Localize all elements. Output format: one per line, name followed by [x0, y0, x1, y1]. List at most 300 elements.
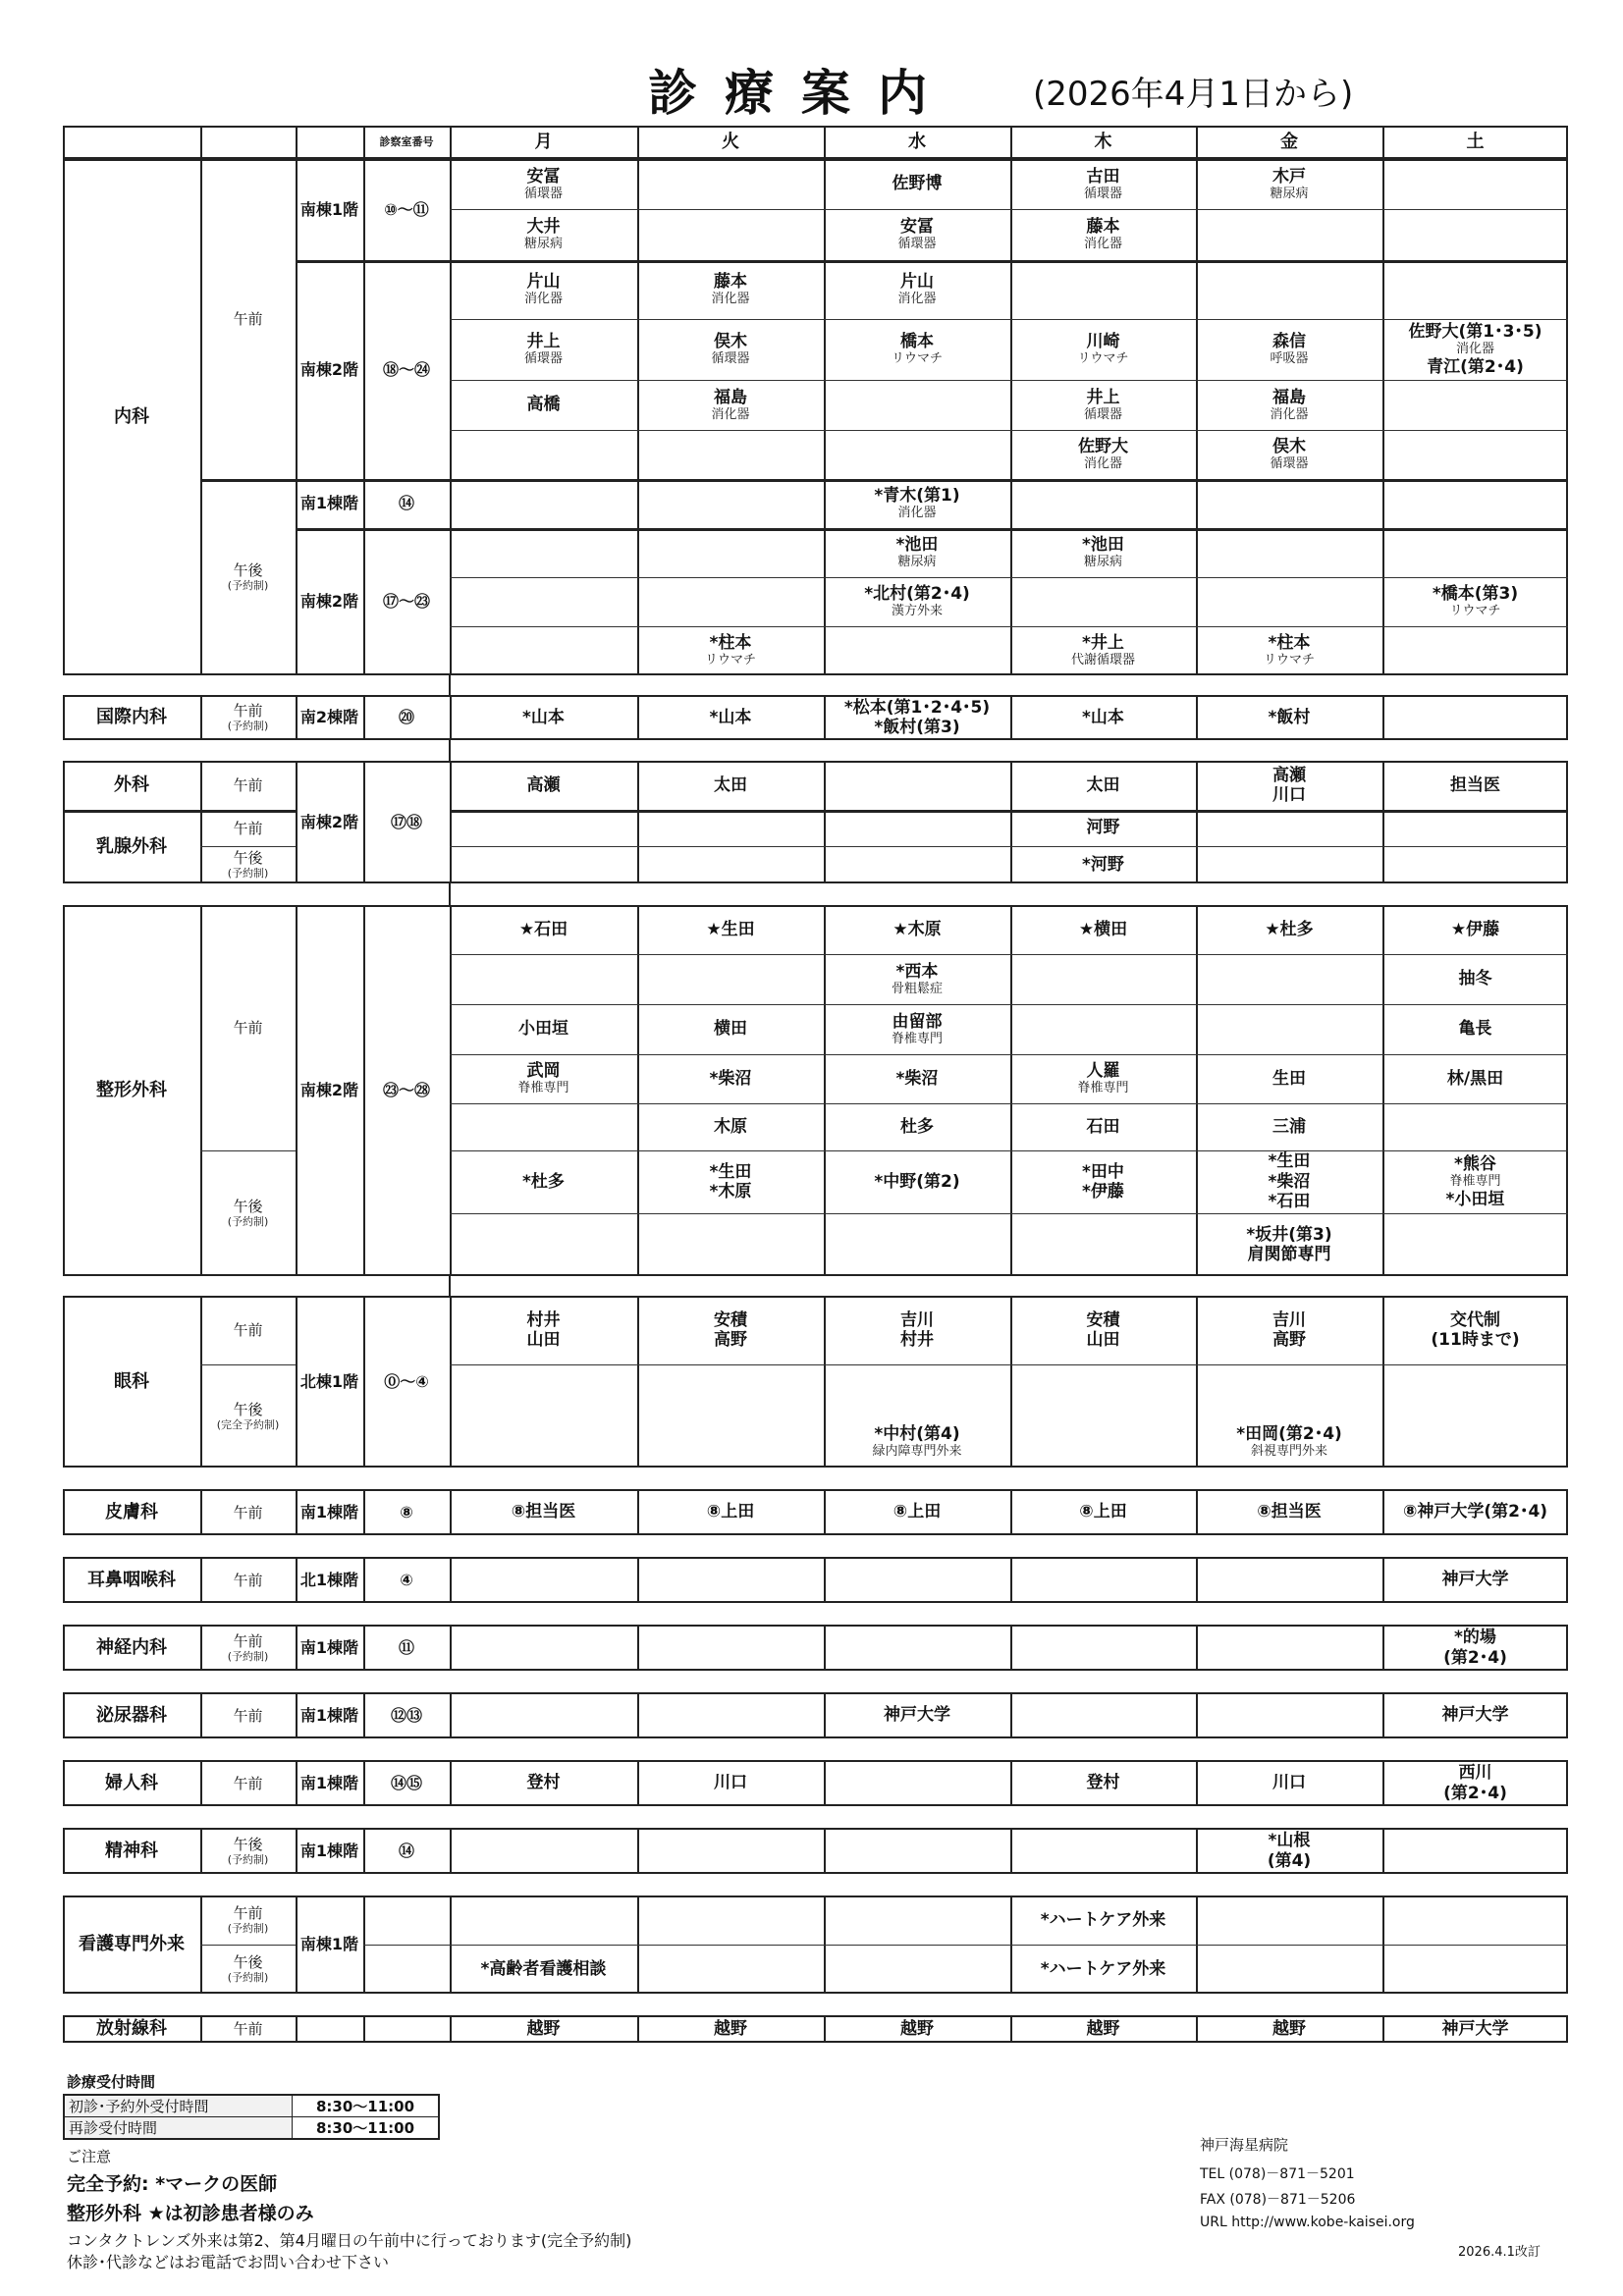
doctor-name: 担当医 — [1450, 774, 1500, 795]
schedule-cell — [450, 1896, 637, 1945]
schedule-cell — [637, 380, 824, 430]
schedule-cell — [1382, 1896, 1568, 1945]
schedule-cell — [1382, 761, 1568, 810]
building-label-text: 南1棟階 — [299, 1637, 359, 1657]
note-reservation: 完全予約: *マークの医師 — [67, 2173, 278, 2195]
schedule-cell — [1196, 1213, 1382, 1276]
building-label — [296, 159, 363, 260]
schedule-cell — [1010, 1054, 1196, 1103]
doctor-name: 生田 — [1272, 1068, 1306, 1089]
doctor-name: (第4) — [1267, 1850, 1312, 1871]
specialty-label: 消化器 — [711, 292, 750, 307]
session-label: 午前 — [233, 2020, 263, 2038]
schedule-cell — [1010, 1692, 1196, 1738]
schedule-cell — [1010, 1828, 1196, 1874]
dept-seishin — [63, 1828, 200, 1874]
room-number-header — [363, 126, 450, 159]
row-divider — [363, 1945, 1568, 1946]
doctor-name: 佐野大 — [1078, 437, 1128, 456]
doctor-name: 藤本 — [714, 272, 747, 292]
schedule-cell — [637, 1296, 824, 1364]
doctor-name: 高野 — [1272, 1330, 1306, 1350]
day-header-text: 火 — [722, 132, 739, 153]
dept-naika-text: 内科 — [114, 406, 149, 428]
dept-geka-text: 外科 — [114, 774, 149, 796]
dept-hinyo-text: 泌尿器科 — [96, 1704, 167, 1726]
schedule-cell — [1010, 954, 1196, 1004]
dept-fujin-text: 婦人科 — [105, 1772, 158, 1793]
schedule-cell — [1196, 209, 1382, 260]
doctor-name: *田中 — [1082, 1161, 1124, 1182]
dept-hinyo — [63, 1692, 200, 1738]
schedule-cell — [1010, 810, 1196, 846]
reception-label: 初診･予約外受付時間 — [64, 2095, 293, 2117]
session-label-cell — [200, 1625, 296, 1671]
specialty-label: 循環器 — [1083, 406, 1122, 422]
schedule-cell — [824, 209, 1010, 260]
doctor-name: 川口 — [714, 1773, 747, 1793]
doctor-name: 木戸 — [1272, 166, 1306, 187]
building-label — [296, 905, 363, 1276]
specialty-label: 緑内障専門外来 — [872, 1444, 962, 1460]
reception-row — [64, 2095, 439, 2117]
session-am — [200, 810, 296, 846]
building-label — [296, 761, 363, 883]
dept-hoshasen — [63, 2015, 200, 2043]
specialty-label: 漢方外来 — [891, 604, 943, 619]
schedule-cell — [824, 1625, 1010, 1671]
doctor-name: 人羅 — [1086, 1061, 1120, 1081]
schedule-cell — [824, 1296, 1010, 1364]
doctor-name: 安冨 — [900, 217, 934, 237]
session-am — [200, 1296, 296, 1364]
schedule-cell — [824, 1692, 1010, 1738]
doctor-name: 神戸大学 — [1441, 1570, 1509, 1590]
specialty-label: 消化器 — [1083, 237, 1122, 252]
row-divider — [450, 577, 1568, 578]
dept-hifu-text: 皮膚科 — [105, 1501, 158, 1522]
doctor-name: 吉川 — [1272, 1309, 1306, 1330]
session-pm — [200, 1364, 296, 1468]
schedule-cell — [1010, 846, 1196, 883]
schedule-cell — [637, 846, 824, 883]
note-orthopedic: 整形外科 ★は初診患者様のみ — [67, 2203, 314, 2224]
room-number — [363, 479, 450, 528]
doctor-name: 武岡 — [526, 1061, 561, 1081]
schedule-cell — [450, 1625, 637, 1671]
doctor-name: 神戸大学 — [1441, 1705, 1509, 1726]
schedule-cell — [1196, 1296, 1382, 1364]
connector-line — [449, 740, 451, 761]
schedule-cell — [1382, 577, 1568, 626]
building-label — [296, 1557, 363, 1603]
specialty-label: 消化器 — [897, 506, 937, 521]
column-divider — [200, 126, 202, 159]
schedule-cell — [1010, 1296, 1196, 1364]
session-label: 午後 — [233, 1400, 263, 1418]
doctor-name: ★木原 — [893, 919, 942, 939]
schedule-cell — [450, 1692, 637, 1738]
specialty-label: リウマチ — [891, 351, 943, 367]
schedule-cell — [1196, 695, 1382, 740]
doctor-name: *田岡(第2･4) — [1236, 1424, 1342, 1445]
schedule-cell — [1382, 528, 1568, 577]
session-label: 午後 — [233, 849, 263, 868]
specialty-label: 消化器 — [711, 406, 750, 422]
row-divider — [200, 1364, 296, 1365]
dept-nyusen — [63, 810, 200, 883]
schedule-cell — [637, 1150, 824, 1213]
session-am — [200, 905, 296, 1150]
day-header-text: 木 — [1094, 132, 1112, 153]
specialty-label: 代謝循環器 — [1070, 653, 1135, 668]
specialty-label: 消化器 — [1083, 456, 1122, 472]
schedule-cell — [824, 695, 1010, 740]
row-divider — [450, 954, 1568, 955]
schedule-cell — [450, 905, 637, 954]
schedule-cell — [824, 1557, 1010, 1603]
building-label — [296, 1692, 363, 1738]
schedule-cell — [1010, 2015, 1196, 2043]
doctor-name: *山本 — [522, 707, 565, 727]
doctor-name: 木原 — [714, 1116, 747, 1137]
day-header-text: 月 — [534, 132, 553, 153]
dept-hoshasen-text: 放射線科 — [96, 2018, 167, 2040]
building-label-text: 南棟2階 — [299, 592, 359, 612]
reception-heading: 診療受付時間 — [67, 2073, 156, 2091]
session-label: 午前 — [233, 1019, 263, 1037]
session-pm — [200, 479, 296, 675]
building-label-text: 南1棟階 — [299, 494, 359, 513]
dept-seikei — [63, 905, 200, 1276]
doctor-name: 吉川 — [900, 1309, 934, 1330]
doctor-name: 井上 — [1086, 387, 1120, 407]
schedule-cell — [1382, 319, 1568, 380]
schedule-cell — [1196, 2015, 1382, 2043]
schedule-cell — [450, 2015, 637, 2043]
schedule-cell — [450, 1150, 637, 1213]
doctor-name: *ハートケア外来 — [1040, 1958, 1166, 1979]
schedule-cell — [824, 626, 1010, 675]
room-number-text: ⑱〜㉔ — [382, 359, 430, 379]
doctor-name: 横田 — [714, 1019, 747, 1040]
specialty-label: 糖尿病 — [1270, 186, 1309, 201]
column-divider — [296, 2015, 298, 2043]
specialty-label: 循環器 — [897, 237, 937, 252]
specialty-label: 脊椎専門 — [517, 1081, 569, 1096]
doctor-name: *石田 — [1268, 1192, 1311, 1212]
session-note: (予約制) — [227, 1215, 269, 1229]
page-title: 診療案内 — [648, 65, 954, 122]
schedule-cell — [1196, 1828, 1382, 1874]
schedule-cell — [450, 319, 637, 380]
schedule-cell — [1196, 846, 1382, 883]
schedule-cell — [1382, 1625, 1568, 1671]
schedule-cell — [1382, 626, 1568, 675]
schedule-cell — [1382, 1103, 1568, 1150]
schedule-cell — [1010, 209, 1196, 260]
schedule-cell — [1010, 1945, 1196, 1994]
session-label: 午前 — [233, 819, 263, 837]
building-label-text: 南棟1階 — [299, 1935, 359, 1954]
schedule-cell — [1010, 1557, 1196, 1603]
schedule-cell — [824, 954, 1010, 1004]
day-header — [824, 126, 1010, 159]
building-label-text: 南1棟階 — [299, 1773, 359, 1792]
schedule-cell — [1382, 1760, 1568, 1806]
doctor-name: 登村 — [526, 1773, 561, 1793]
session-note: (予約制) — [227, 1971, 269, 1985]
schedule-cell — [824, 810, 1010, 846]
schedule-cell — [1196, 1150, 1382, 1213]
doctor-name: *中野(第2) — [874, 1171, 960, 1192]
doctor-name: 亀長 — [1458, 1019, 1492, 1040]
dept-kokusai — [63, 695, 200, 740]
connector-line — [449, 675, 451, 695]
session-label-cell — [200, 695, 296, 740]
doctor-name: *柴沼 — [895, 1068, 939, 1089]
schedule-cell — [1382, 1364, 1568, 1468]
schedule-cell — [450, 479, 637, 528]
reception-time: 8:30〜11:00 — [293, 2117, 440, 2140]
doctor-name: 橋本 — [900, 332, 934, 351]
schedule-cell — [450, 1004, 637, 1054]
schedule-cell — [1382, 1296, 1568, 1364]
doctor-name: *木原 — [709, 1182, 752, 1201]
room-number — [363, 761, 450, 883]
doctor-name: *生田 — [1268, 1151, 1311, 1172]
session-am — [200, 761, 296, 810]
schedule-cell — [450, 846, 637, 883]
doctor-name: 杜多 — [900, 1116, 934, 1137]
session-label: 午前 — [233, 1321, 263, 1339]
schedule-cell — [637, 260, 824, 319]
schedule-cell — [450, 430, 637, 479]
dept-fujin — [63, 1760, 200, 1806]
building-label — [296, 1489, 363, 1535]
schedule-cell — [637, 577, 824, 626]
row-divider — [200, 1150, 296, 1151]
doctor-name: 越野 — [900, 2018, 934, 2039]
schedule-cell — [824, 260, 1010, 319]
schedule-cell — [637, 430, 824, 479]
doctor-name: 高瀬 — [1272, 765, 1306, 785]
column-divider — [363, 2015, 365, 2043]
session-note: (予約制) — [227, 1852, 269, 1866]
row-divider — [450, 380, 1568, 381]
doctor-name: 高瀬 — [526, 774, 561, 795]
schedule-cell — [1010, 319, 1196, 380]
specialty-label: 循環器 — [711, 351, 750, 367]
schedule-cell — [1382, 430, 1568, 479]
doctor-name: 片山 — [526, 272, 561, 292]
dept-kokusai-text: 国際内科 — [96, 707, 167, 728]
schedule-cell — [824, 380, 1010, 430]
schedule-cell — [450, 1213, 637, 1276]
doctor-name: 俣木 — [1272, 437, 1306, 456]
room-number — [363, 1760, 450, 1806]
room-number-text: ⑰〜㉓ — [382, 592, 430, 612]
doctor-name: 越野 — [1086, 2018, 1120, 2039]
doctor-name: ★石田 — [518, 919, 568, 939]
specialty-label: リウマチ — [1077, 351, 1129, 367]
doctor-name: *北村(第2･4) — [864, 584, 970, 604]
doctor-name: 青江(第2･4) — [1427, 356, 1524, 377]
room-number-text: ④ — [400, 1570, 413, 1589]
doctor-name: *西本 — [895, 961, 939, 982]
schedule-cell — [1010, 1103, 1196, 1150]
specialty-label: リウマチ — [1263, 653, 1315, 668]
schedule-cell — [1382, 1489, 1568, 1535]
schedule-cell — [1010, 577, 1196, 626]
revision-date: 2026.4.1改訂 — [1458, 2245, 1541, 2260]
schedule-cell — [450, 260, 637, 319]
schedule-cell — [824, 1150, 1010, 1213]
specialty-label: 脊椎専門 — [1449, 1174, 1501, 1190]
schedule-cell — [637, 319, 824, 380]
schedule-cell — [1010, 1896, 1196, 1945]
schedule-cell — [450, 159, 637, 209]
doctor-name: 片山 — [900, 272, 934, 292]
schedule-cell — [1196, 528, 1382, 577]
doctor-name: 西川 — [1458, 1763, 1492, 1784]
schedule-cell — [450, 954, 637, 1004]
doctor-name: 佐野大(第1･3･5) — [1408, 321, 1542, 342]
specialty-label: 消化器 — [523, 292, 563, 307]
specialty-label: 脊椎専門 — [891, 1031, 943, 1046]
schedule-cell — [1196, 1004, 1382, 1054]
doctor-name: ★生田 — [706, 919, 755, 939]
schedule-cell — [637, 695, 824, 740]
session-label: 午前 — [233, 702, 263, 721]
session-label: 午前 — [233, 1571, 263, 1589]
doctor-name: ⑧上田 — [1079, 1502, 1127, 1522]
session-pm — [200, 1150, 296, 1276]
building-label — [296, 528, 363, 675]
connector-line — [449, 1276, 451, 1296]
specialty-label: 呼吸器 — [1270, 351, 1309, 367]
doctor-name: *河野 — [1082, 854, 1124, 875]
room-number-text: ⑭ — [398, 494, 414, 513]
schedule-cell — [637, 1103, 824, 1150]
building-label-text: 南棟1階 — [299, 199, 359, 219]
session-label: 午後 — [233, 561, 263, 580]
schedule-cell — [637, 209, 824, 260]
schedule-cell — [824, 1103, 1010, 1150]
building-label — [296, 1828, 363, 1874]
schedule-cell — [450, 1760, 637, 1806]
row-divider — [200, 846, 296, 847]
day-header — [450, 126, 637, 159]
schedule-cell — [637, 626, 824, 675]
room-number — [363, 528, 450, 675]
schedule-cell — [1010, 1625, 1196, 1671]
doctor-name: 肩関節専門 — [1247, 1245, 1331, 1264]
schedule-cell — [824, 1945, 1010, 1994]
schedule-cell — [1382, 1828, 1568, 1874]
schedule-cell — [1010, 1489, 1196, 1535]
doctor-name: ⑧担当医 — [511, 1502, 576, 1522]
specialty-label: リウマチ — [1449, 604, 1501, 619]
doctor-name: 神戸大学 — [1441, 2018, 1509, 2039]
session-am — [200, 159, 296, 479]
dept-naika — [63, 159, 200, 675]
schedule-cell — [1382, 954, 1568, 1004]
specialty-label: 循環器 — [1270, 456, 1309, 472]
schedule-cell — [1382, 1557, 1568, 1603]
schedule-cell — [824, 761, 1010, 810]
schedule-cell — [1196, 380, 1382, 430]
hospital-name: 神戸海星病院 — [1200, 2136, 1289, 2154]
schedule-cell — [1196, 1692, 1382, 1738]
room-number-text: ⑫⑬ — [390, 1705, 422, 1725]
doctor-name: 抽冬 — [1458, 969, 1492, 989]
specialty-label: 糖尿病 — [1083, 555, 1122, 570]
dept-seishin-text: 精神科 — [105, 1840, 158, 1861]
doctor-name: 林/黒田 — [1446, 1068, 1504, 1089]
doctor-name: 神戸大学 — [884, 1705, 950, 1726]
schedule-cell — [1382, 905, 1568, 954]
row-divider — [450, 626, 1568, 627]
doctor-name: *池田 — [895, 535, 939, 555]
row-divider — [450, 430, 1568, 431]
session-note: (完全予約制) — [216, 1417, 280, 1431]
session-label: 午前 — [233, 776, 263, 794]
room-number — [363, 905, 450, 1276]
schedule-cell — [1196, 1557, 1382, 1603]
schedule-cell — [1010, 1364, 1196, 1468]
building-label-text: 南棟2階 — [299, 1081, 359, 1100]
day-header-text: 金 — [1280, 132, 1298, 153]
room-number-header-text: 診察室番号 — [379, 135, 434, 149]
schedule-cell — [450, 810, 637, 846]
building-label — [296, 1625, 363, 1671]
session-label: 午前 — [233, 1503, 263, 1522]
room-number — [363, 695, 450, 740]
schedule-cell — [637, 159, 824, 209]
doctor-name: 小田垣 — [518, 1019, 568, 1040]
room-number-text: ⑭ — [398, 1841, 414, 1860]
session-label: 午後 — [233, 1835, 263, 1853]
specialty-label: 脊椎専門 — [1077, 1081, 1129, 1096]
row-divider — [450, 1103, 1568, 1104]
schedule-cell — [450, 1557, 637, 1603]
doctor-name: ★横田 — [1078, 919, 1128, 939]
schedule-cell — [637, 1364, 824, 1468]
hospital-url[interactable]: URL http://www.kobe-kaisei.org — [1200, 2215, 1415, 2230]
schedule-cell — [637, 905, 824, 954]
schedule-cell — [450, 1828, 637, 1874]
dept-shinkei — [63, 1625, 200, 1671]
doctor-name: 藤本 — [1086, 217, 1120, 237]
schedule-cell — [1010, 528, 1196, 577]
doctor-name: 川口 — [1272, 1773, 1306, 1793]
room-number — [363, 1296, 450, 1468]
schedule-cell — [1196, 1896, 1382, 1945]
schedule-cell — [1196, 430, 1382, 479]
session-pm — [200, 846, 296, 883]
schedule-cell — [1382, 1692, 1568, 1738]
session-pm — [200, 1945, 296, 1994]
doctor-name: 越野 — [714, 2018, 747, 2039]
schedule-cell — [1196, 159, 1382, 209]
schedule-cell — [1382, 1054, 1568, 1103]
notes-heading: ご注意 — [67, 2148, 112, 2165]
doctor-name: *山本 — [1082, 707, 1124, 727]
doctor-name: 安積 — [714, 1309, 747, 1330]
schedule-cell — [1196, 577, 1382, 626]
doctor-name: 福島 — [1272, 387, 1306, 407]
